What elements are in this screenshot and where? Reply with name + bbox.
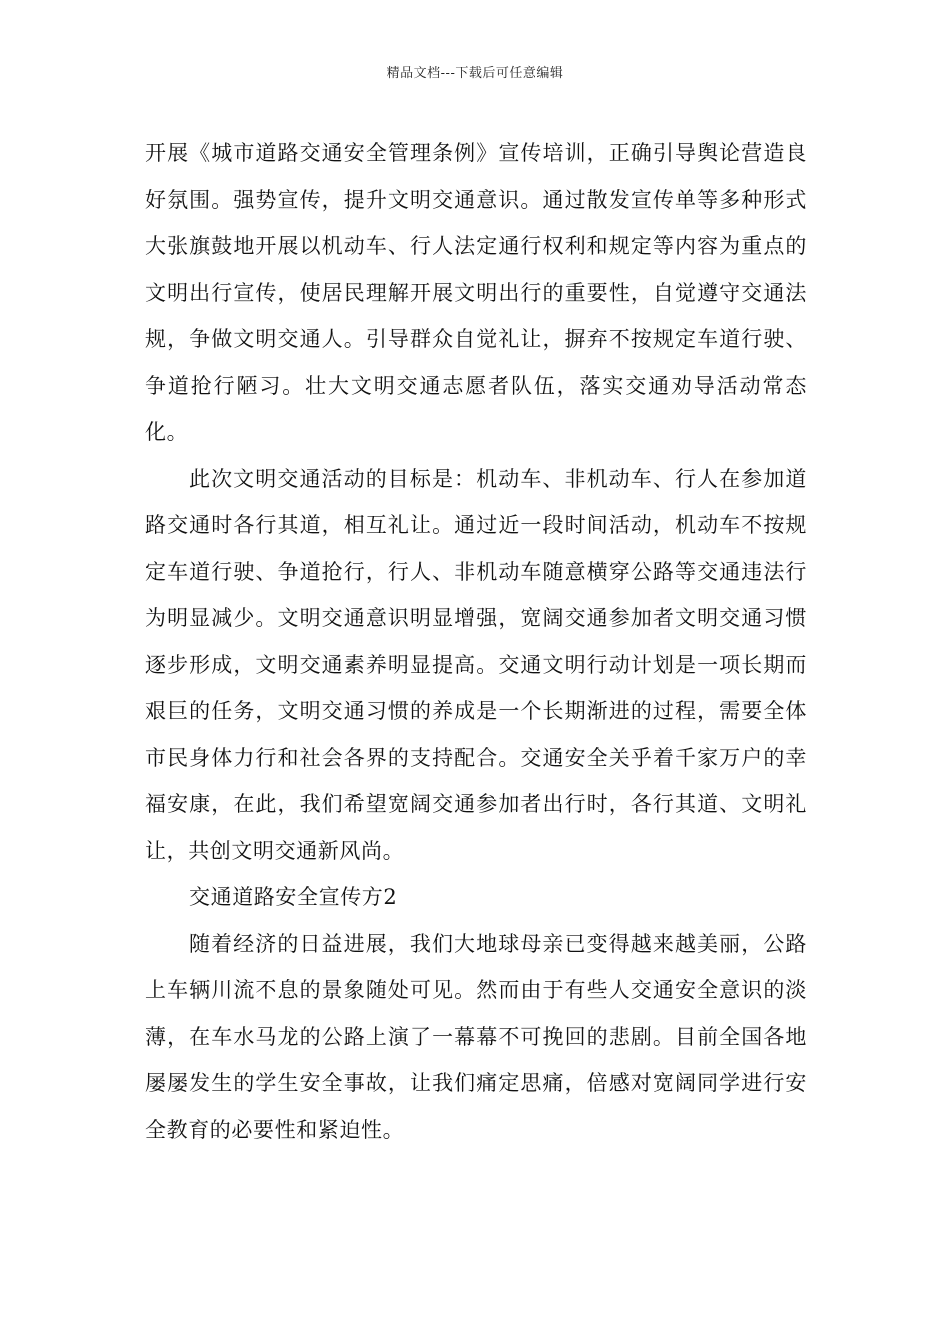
document-body: [145, 130, 807, 1153]
paragraph-2: 此次文明交通活动的目标是：机动车、非机动车、行人在参加道路交通时各行其道，相互礼让。通过近一段时间活动，机动车不按规定车道行驶、争道抢行，行人、非机动车随意横穿公路等交通违法行为明显减少。文明交通意识明显增强，宽阔交通参加者文明交通习惯逐步形成，文明交通素养明显提高。交通文明行动计划是一项长期而艰巨的任务，文明交通习惯的养成是一个长期渐进的过程，需要全体市民身体力行和社会各界的支持配合。交通安全关乎着千家万户的幸福安康，在此，我们希望宽阔交通参加者出行时，各行其道、文明礼让，共创文明交通新风尚。: [145, 466, 807, 863]
paragraph-3: 随着经济的日益进展，我们大地球母亲已变得越来越美丽，公路上车辆川流不息的景象随处可见。然而由于有些人交通安全意识的淡薄，在车水马龙的公路上演了一幕幕不可挽回的悲剧。目前全国各地屡屡发生的学生安全事故，让我们痛定思痛，倍感对宽阔同学进行安全教育的必要性和紧迫性。: [145, 931, 807, 1142]
section-heading: 交通道路安全宣传方2: [189, 885, 398, 909]
page-header: 精品文档---下载后可任意编辑: [386, 66, 564, 81]
paragraph-1: 开展《城市道路交通安全管理条例》宣传培训，正确引导舆论营造良好氛围。强势宣传，提升文明交通意识。通过散发宣传单等多种形式大张旗鼓地开展以机动车、行人法定通行权利和规定等内容为重点的文明出行宣传，使居民理解开展文明出行的重要性，自觉遵守交通法规，争做文明交通人。引导群众自觉礼让，摒弃不按规定车道行驶、争道抢行陋习。壮大文明交通志愿者队伍，落实交通劝导活动常态化。: [145, 141, 807, 444]
